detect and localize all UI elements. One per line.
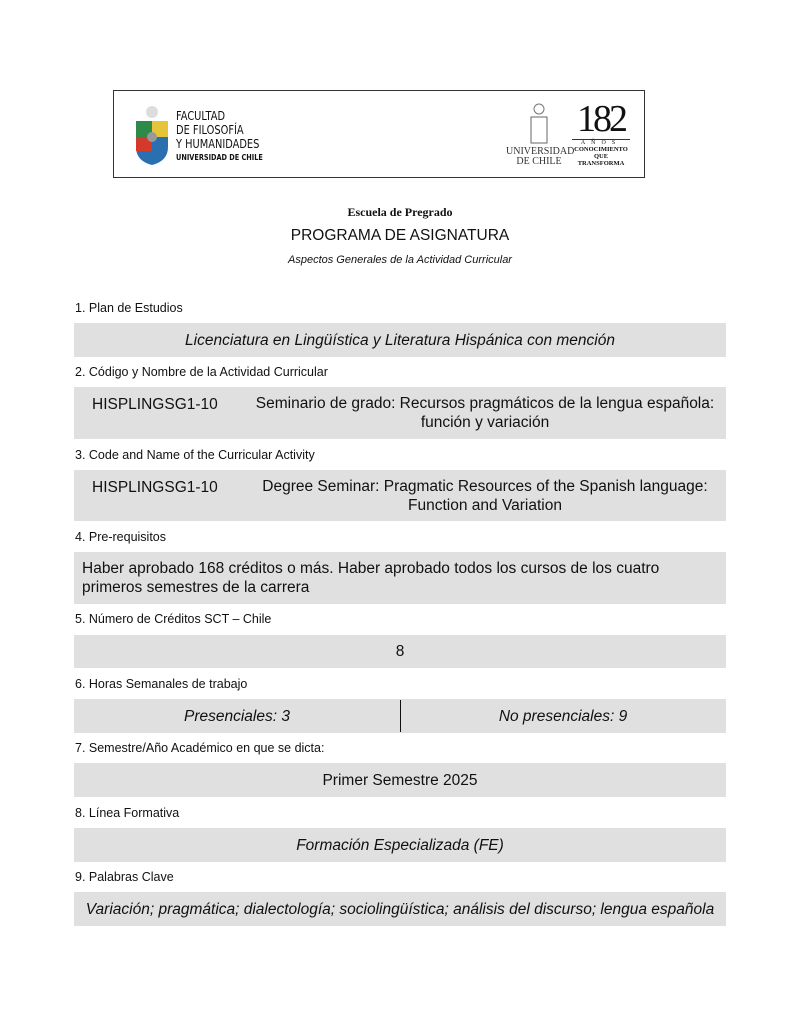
anniversary-tagline: QUE TRANSFORMA xyxy=(577,153,625,167)
logo-line: UNIVERSIDAD xyxy=(506,146,575,157)
section-label: 1. Plan de Estudios xyxy=(75,301,183,315)
section-label: 3. Code and Name of the Curricular Activity xyxy=(75,448,315,462)
section-label: 6. Horas Semanales de trabajo xyxy=(75,677,248,691)
logo-line: Y HUMANIDADES xyxy=(176,137,260,151)
header-banner xyxy=(113,90,645,178)
in-person-hours: Presenciales: 3 xyxy=(184,707,290,725)
course-name-line: función y variación xyxy=(420,414,550,431)
divider xyxy=(400,700,401,732)
logo-line: UNIVERSIDAD DE CHILE xyxy=(176,153,263,162)
weekly-hours-field xyxy=(74,699,726,733)
faculty-shield-logo xyxy=(134,105,170,167)
anniversary-logo xyxy=(572,99,630,167)
page-title: PROGRAMA DE ASIGNATURA xyxy=(290,227,510,244)
section-label: 5. Número de Créditos SCT – Chile xyxy=(75,612,272,626)
section-label: 9. Palabras Clave xyxy=(75,870,174,884)
prerequisites-field: Haber aprobado 168 créditos o más. Haber aprobado todos los cursos de los cuatro primeros semestres de la carrera xyxy=(74,552,726,604)
section-label: 8. Línea Formativa xyxy=(75,806,180,820)
logo-line: DE CHILE xyxy=(516,156,562,167)
logo-line: DE FILOSOFÍA xyxy=(176,123,244,137)
logo-line: FACULTAD xyxy=(176,109,226,123)
course-code: HISPLINGSG1-10 xyxy=(92,479,218,496)
credits-field: 8 xyxy=(74,635,726,668)
page-subtitle: Aspectos Generales de la Actividad Curricular xyxy=(288,254,512,266)
remote-hours: No presenciales: 9 xyxy=(498,707,628,725)
anniversary-years: AÑOS xyxy=(572,139,630,146)
section-label: 4. Pre-requisitos xyxy=(75,530,167,544)
anniversary-tagline: CONOCIMIENTO xyxy=(574,146,628,153)
course-name-line: Seminario de grado: Recursos pragmáticos de la lengua española: xyxy=(255,395,715,412)
school-name: Escuela de Pregrado xyxy=(347,205,453,219)
course-name-line: Degree Seminar: Pragmatic Resources of the Spanish language: xyxy=(262,478,708,495)
uchile-logo-text xyxy=(506,146,575,167)
activity-code-name-field xyxy=(74,387,726,439)
semester-field: Primer Semestre 2025 xyxy=(74,763,726,797)
anniversary-number: 182 xyxy=(577,98,625,140)
course-name-line: Function and Variation xyxy=(408,497,562,514)
activity-code-name-english-field xyxy=(74,470,726,521)
formative-line-field: Formación Especializada (FE) xyxy=(74,828,726,862)
section-label: 2. Código y Nombre de la Actividad Curricular xyxy=(75,365,328,379)
keywords-field: Variación; pragmática; dialectología; sociolingüística; análisis del discurso; lengua española xyxy=(74,892,726,926)
faculty-logo-text xyxy=(176,109,263,165)
uchile-crest-logo xyxy=(529,103,549,147)
course-code: HISPLINGSG1-10 xyxy=(92,396,218,413)
section-label: 7. Semestre/Año Académico en que se dicta: xyxy=(75,741,325,755)
plan-de-estudios-field: Licenciatura en Lingüística y Literatura Hispánica con mención xyxy=(74,323,726,357)
